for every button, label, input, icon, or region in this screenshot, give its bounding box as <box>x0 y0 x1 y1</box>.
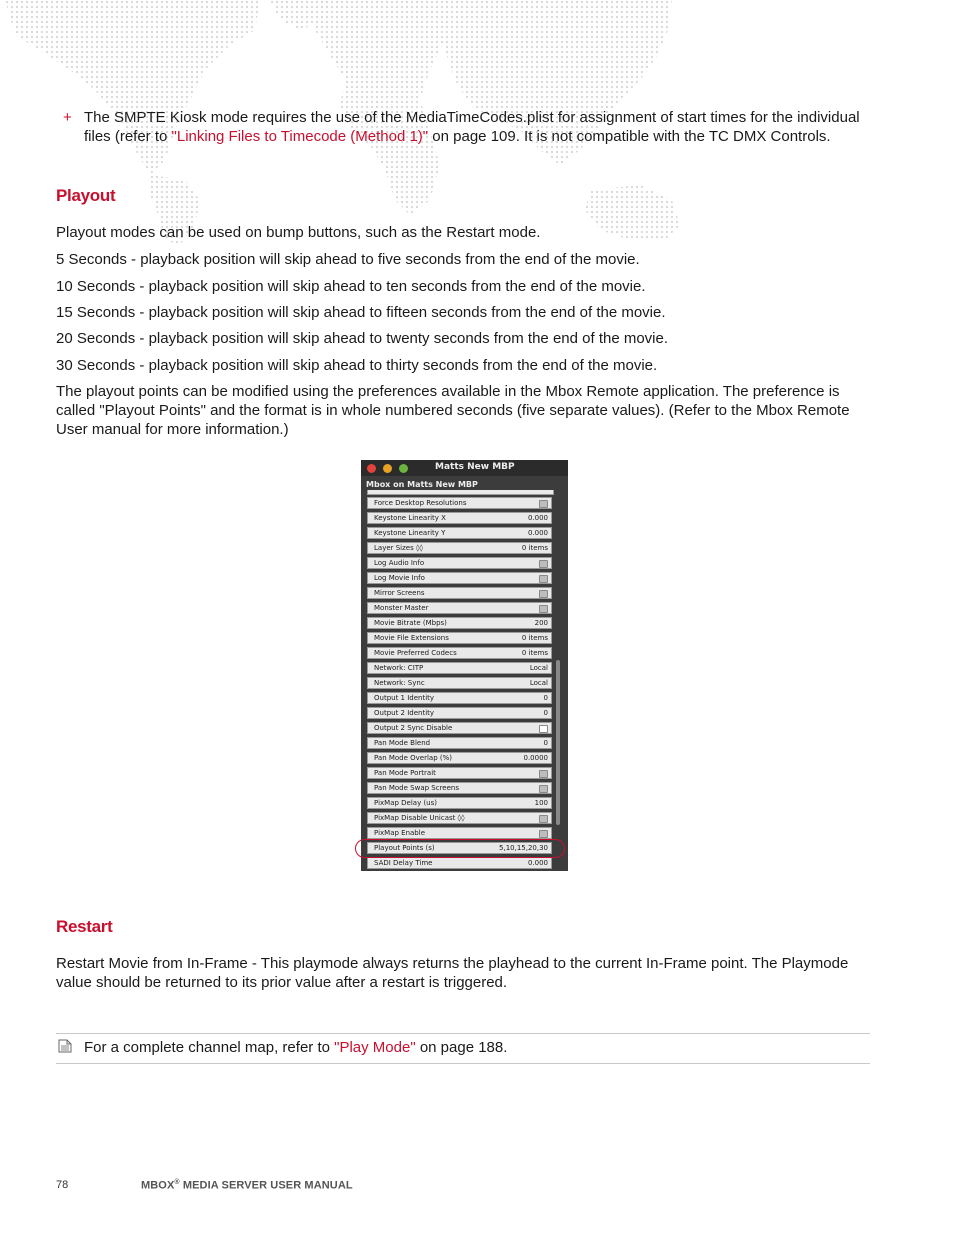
pref-checkbox[interactable] <box>539 575 548 583</box>
zoom-button-icon[interactable] <box>399 464 408 473</box>
pref-row[interactable] <box>367 542 552 554</box>
pref-row[interactable] <box>367 512 552 524</box>
pref-row-value[interactable]: 0.000 <box>527 514 548 522</box>
pref-row[interactable] <box>367 557 552 569</box>
pref-checkbox[interactable] <box>539 500 548 508</box>
pref-row-label: Network: Sync <box>374 679 425 687</box>
mode-term: 20 Seconds <box>56 330 136 347</box>
pref-row-label: Keystone Linearity Y <box>374 529 446 537</box>
note-text-after: on page 188. <box>415 1039 508 1056</box>
pref-row-value[interactable]: 0.000 <box>527 529 548 537</box>
partial-row-top <box>367 490 554 495</box>
pref-row-value[interactable]: 0 <box>543 739 548 747</box>
pref-row-value[interactable]: 0 items <box>521 634 548 642</box>
manual-title-prefix: MBOX <box>141 1179 175 1192</box>
pref-row[interactable] <box>367 677 552 689</box>
pref-checkbox[interactable] <box>539 590 548 598</box>
pref-row-value[interactable]: 5,10,15,20,30 <box>499 844 548 852</box>
pref-row-label: Keystone Linearity X <box>374 514 446 522</box>
pref-row-label: PixMap Delay (us) <box>374 799 437 807</box>
mode-desc: - playback position will skip ahead to ten seconds from the end of the movie. <box>135 278 646 295</box>
mode-desc: - playback position will skip ahead to thirty seconds from the end of the movie. <box>135 357 658 374</box>
pref-row[interactable] <box>367 857 552 869</box>
pref-row[interactable] <box>367 692 552 704</box>
playout-mode-15 <box>56 303 870 322</box>
pref-row-label: SADI Delay Time <box>374 859 433 867</box>
pref-row[interactable] <box>367 662 552 674</box>
pref-row[interactable] <box>367 722 552 734</box>
pref-row-label: Mirror Screens <box>374 589 425 597</box>
pref-row[interactable] <box>367 587 552 599</box>
playout-mode-20 <box>56 329 870 348</box>
note-text <box>84 1038 864 1057</box>
pref-row[interactable] <box>367 812 552 824</box>
mode-term: 30 Seconds <box>56 357 136 374</box>
pref-row[interactable] <box>367 617 552 629</box>
pref-checkbox[interactable] <box>539 560 548 568</box>
minimize-button-icon[interactable] <box>383 464 392 473</box>
pref-row-label: Log Movie Info <box>374 574 425 582</box>
pref-checkbox[interactable] <box>539 605 548 613</box>
pref-row-label: PixMap Disable Unicast ◊◊ <box>374 814 465 822</box>
restart-term: Restart Movie from In-Frame <box>56 955 248 972</box>
pref-checkbox[interactable] <box>539 785 548 793</box>
manual-title <box>141 1179 353 1192</box>
restart-paragraph <box>56 954 870 992</box>
pref-row-value[interactable]: 0.000 <box>527 859 548 867</box>
pref-row[interactable] <box>367 752 552 764</box>
pref-row[interactable] <box>367 602 552 614</box>
pref-row[interactable] <box>367 497 552 509</box>
pref-row-value[interactable]: 0 items <box>521 544 548 552</box>
mode-term: 5 Seconds <box>56 251 127 268</box>
pref-row[interactable] <box>367 797 552 809</box>
pref-row-label: Playout Points (s) <box>374 844 435 852</box>
play-mode-link[interactable]: "Play Mode" <box>334 1039 416 1056</box>
playout-note: The playout points can be modified using the preferences available in the Mbox Remote application. The preference is called "Playout Points" and the format is in whole numbered seconds (five separate values). (Refer to the Mbox Remote User manual for more information.) <box>56 383 850 438</box>
pref-checkbox[interactable] <box>539 830 548 838</box>
close-button-icon[interactable] <box>367 464 376 473</box>
pref-row-label: Pan Mode Overlap (%) <box>374 754 453 762</box>
pref-row[interactable] <box>367 527 552 539</box>
pref-row-label: Force Desktop Resolutions <box>374 499 467 507</box>
pref-row[interactable] <box>367 782 552 794</box>
pref-row-value[interactable]: 100 <box>534 799 548 807</box>
pref-row-label: Pan Mode Swap Screens <box>374 784 459 792</box>
playout-heading: Playout <box>56 186 116 205</box>
pref-row-label: Movie Preferred Codecs <box>374 649 457 657</box>
pref-row-label: Log Audio Info <box>374 559 425 567</box>
pref-row[interactable] <box>367 707 552 719</box>
pref-row-label: PixMap Enable <box>374 829 425 837</box>
mode-desc: - playback position will skip ahead to twenty seconds from the end of the movie. <box>135 330 669 347</box>
pref-row-label: Network: CITP <box>374 664 424 672</box>
pref-checkbox[interactable] <box>539 725 548 733</box>
note-text-before: For a complete channel map, refer to <box>84 1039 335 1056</box>
window-subtitle: Mbox on Matts New MBP <box>366 480 478 489</box>
playout-intro: Playout modes can be used on bump buttons, such as the Restart mode. <box>56 224 541 241</box>
pref-row-value[interactable]: Local <box>529 679 548 687</box>
pref-row-label: Pan Mode Blend <box>374 739 431 747</box>
window-titlebar <box>361 460 568 476</box>
pref-row-label: Movie File Extensions <box>374 634 449 642</box>
pref-row-value[interactable]: 200 <box>534 619 548 627</box>
pref-row-value[interactable]: 0.0000 <box>523 754 548 762</box>
restart-heading: Restart <box>56 917 113 936</box>
playout-points-highlight <box>355 839 565 858</box>
pref-row-label: Layer Sizes ◊◊ <box>374 544 423 552</box>
pref-row[interactable] <box>367 767 552 779</box>
pref-row[interactable] <box>367 572 552 584</box>
pref-row[interactable] <box>367 647 552 659</box>
mode-desc: - playback position will skip ahead to five seconds from the end of the movie. <box>126 251 640 268</box>
pref-checkbox[interactable] <box>539 770 548 778</box>
pref-row-label: Monster Master <box>374 604 429 612</box>
pref-row-label: Movie Bitrate (Mbps) <box>374 619 447 627</box>
pref-row-label: Output 1 Identity <box>374 694 435 702</box>
pref-row-value[interactable]: Local <box>529 664 548 672</box>
pref-row-value[interactable]: 0 <box>543 709 548 717</box>
manual-title-suffix: MEDIA SERVER USER MANUAL <box>179 1179 353 1192</box>
registered-mark: ® <box>174 1179 180 1186</box>
note-top-rule <box>56 1033 870 1034</box>
page-number: 78 <box>56 1179 69 1191</box>
intro-paragraph <box>84 108 874 146</box>
note-icon <box>58 1039 72 1053</box>
bullet-plus-icon: + <box>63 109 72 126</box>
pref-row-value[interactable]: 0 items <box>521 649 548 657</box>
mode-term: 10 Seconds <box>56 278 136 295</box>
window-title: Matts New MBP <box>435 462 515 472</box>
pref-row[interactable] <box>367 827 552 839</box>
linking-files-link[interactable]: "Linking Files to Timecode (Method 1)" <box>171 128 429 145</box>
intro-text-before: The SMPTE Kiosk mode requires the use of the MediaTimeCodes.plist for assignment of start times for the individual files (refer to <box>84 109 860 145</box>
pref-row[interactable] <box>367 737 552 749</box>
mode-desc: - playback position will skip ahead to fifteen seconds from the end of the movie. <box>135 304 666 321</box>
pref-checkbox[interactable] <box>539 815 548 823</box>
restart-desc: - This playmode always returns the playhead to the current In-Frame point. The Playmode value should be returned to its prior value after a restart is triggered. <box>56 955 849 991</box>
scrollbar[interactable] <box>556 660 560 825</box>
intro-text-after: on page 109. It is not compatible with the TC DMX Controls. <box>428 128 831 145</box>
mode-term: 15 Seconds <box>56 304 136 321</box>
pref-row-value[interactable]: 0 <box>543 694 548 702</box>
pref-row-label: Output 2 Identity <box>374 709 435 717</box>
playout-mode-10 <box>56 277 870 296</box>
pref-row-label: Output 2 Sync Disable <box>374 724 453 732</box>
pref-row-label: Pan Mode Portrait <box>374 769 436 777</box>
note-bottom-rule <box>56 1063 870 1064</box>
pref-row[interactable] <box>367 632 552 644</box>
playout-mode-30 <box>56 356 870 375</box>
playout-mode-5 <box>56 250 870 269</box>
